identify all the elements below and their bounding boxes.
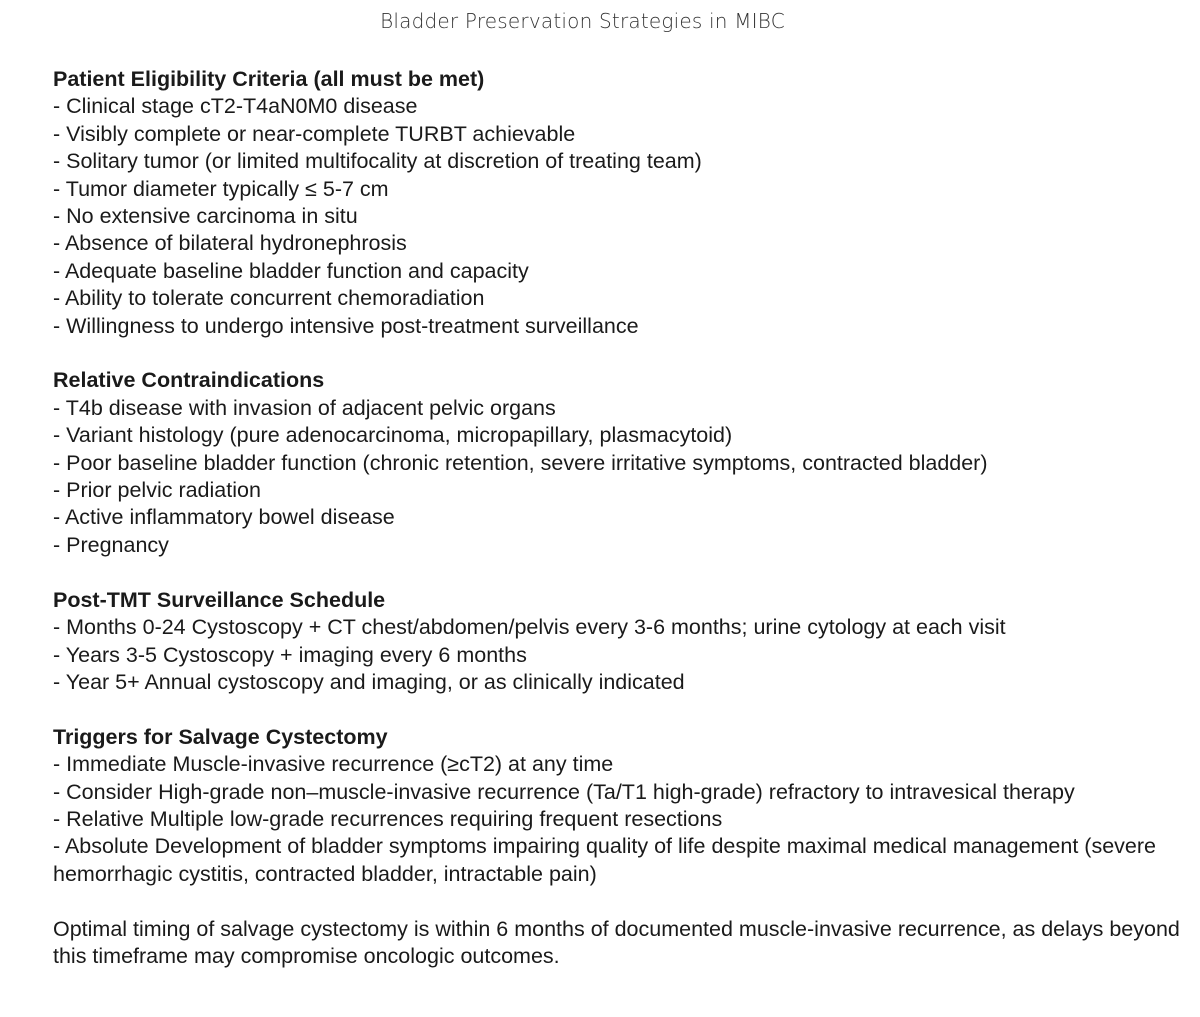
list-item: - Immediate Muscle-invasive recurrence (≥cT2) at any time <box>53 752 614 777</box>
list-item: - No extensive carcinoma in situ <box>53 204 358 229</box>
list-item: - Willingness to undergo intensive post-treatment surveillance <box>53 313 639 338</box>
list-item: - Year 5+ Annual cystoscopy and imaging, or as clinically indicated <box>53 669 685 694</box>
list-item: - Adequate baseline bladder function and capacity <box>53 258 529 283</box>
closing-note: Optimal timing of salvage cystectomy is within 6 months of documented muscle-invasive recurrence, as delays beyond this timeframe may compromise oncologic outcomes. <box>53 916 1180 968</box>
list-item: - Months 0-24 Cystoscopy + CT chest/abdomen/pelvis every 3-6 months; urine cytology at each visit <box>53 615 1006 640</box>
list-item: - Variant histology (pure adenocarcinoma, micropapillary, plasmacytoid) <box>53 423 733 448</box>
list-item: - Years 3-5 Cystoscopy + imaging every 6 months <box>53 642 527 667</box>
section-relative-contraindications <box>53 367 1183 559</box>
list-item: - Poor baseline bladder function (chronic retention, severe irritative symptoms, contracted bladder) <box>53 450 988 475</box>
page-title: Bladder Preservation Strategies in MIBC <box>380 9 785 33</box>
list-item: - Absolute Development of bladder symptoms impairing quality of life despite maximal medical management (severe hemorrhagic cystitis, contracted bladder, intractable pain) <box>53 834 1156 886</box>
section-surveillance-schedule <box>53 587 1183 697</box>
section-heading: Patient Eligibility Criteria (all must be met) <box>53 67 485 91</box>
list-item: - Solitary tumor (or limited multifocality at discretion of treating team) <box>53 149 702 174</box>
section-heading: Post-TMT Surveillance Schedule <box>53 587 386 612</box>
list-item: - Visibly complete or near-complete TURBT achievable <box>53 121 576 146</box>
list-item: - T4b disease with invasion of adjacent pelvic organs <box>53 395 556 420</box>
list-item: - Pregnancy <box>53 532 169 557</box>
section-heading: Triggers for Salvage Cystectomy <box>53 724 388 749</box>
list-item: - Tumor diameter typically ≤ 5-7 cm <box>53 176 389 201</box>
list-item: - Ability to tolerate concurrent chemoradiation <box>53 286 485 311</box>
section-eligibility-criteria <box>53 66 1183 340</box>
section-salvage-triggers <box>53 724 1183 888</box>
list-item: - Active inflammatory bowel disease <box>53 505 395 530</box>
list-item: - Prior pelvic radiation <box>53 478 261 503</box>
list-item: - Relative Multiple low-grade recurrences requiring frequent resections <box>53 806 723 831</box>
section-heading: Relative Contraindications <box>53 368 325 393</box>
list-item: - Consider High-grade non–muscle-invasive recurrence (Ta/T1 high-grade) refractory to intravesical therapy <box>53 779 1075 804</box>
list-item: - Clinical stage cT2-T4aN0M0 disease <box>53 94 418 119</box>
document-body <box>53 66 1183 970</box>
list-item: - Absence of bilateral hydronephrosis <box>53 231 407 256</box>
